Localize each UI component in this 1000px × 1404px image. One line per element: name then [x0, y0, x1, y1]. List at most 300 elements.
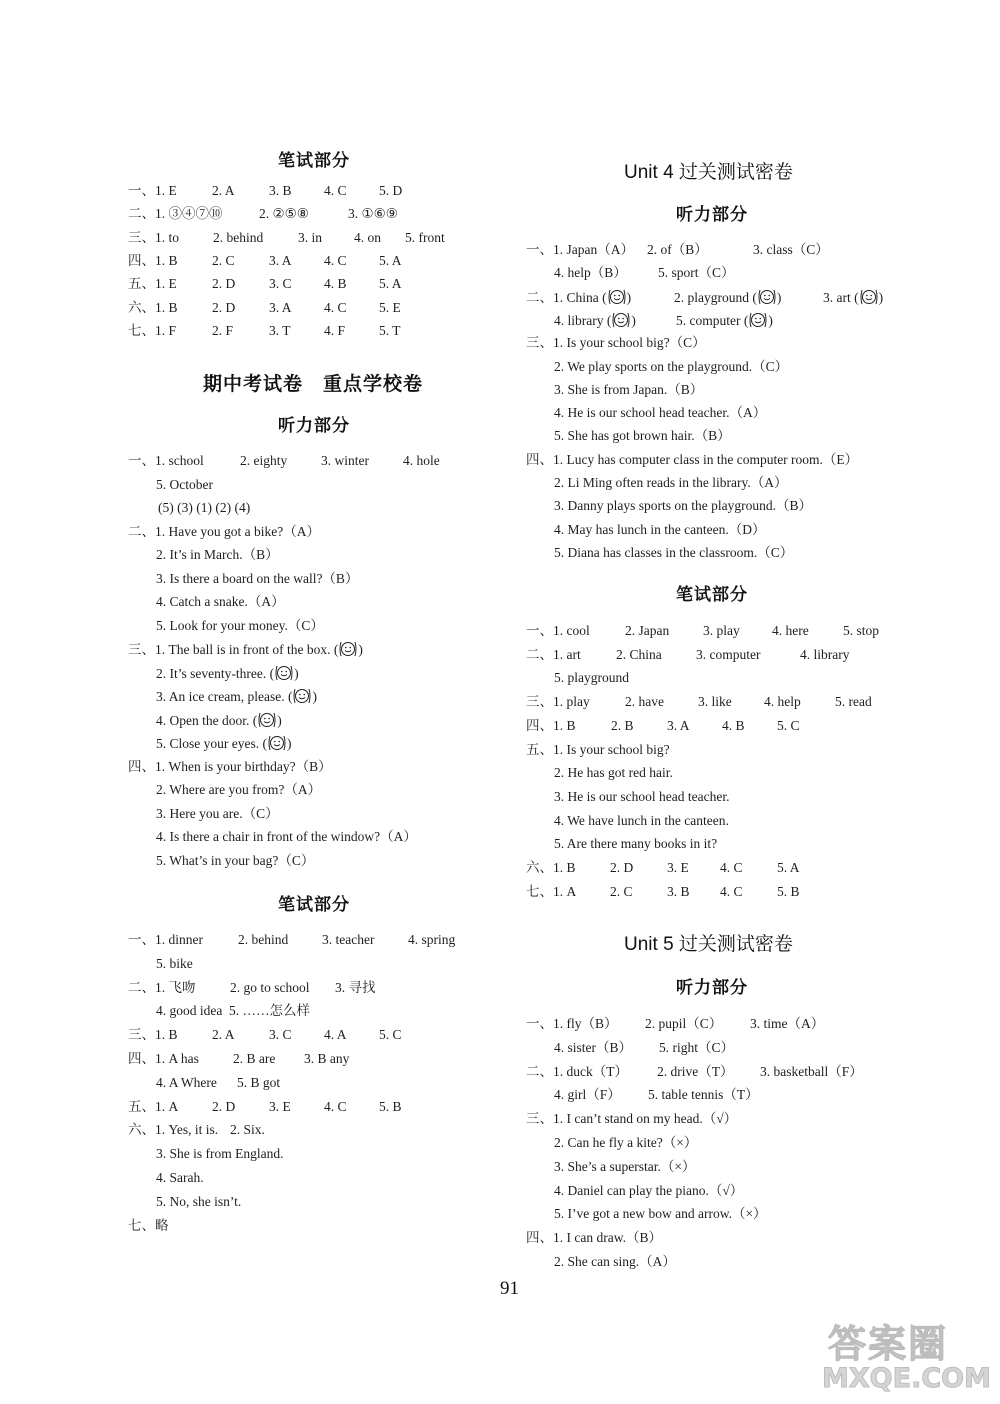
smiley-face-icon	[859, 288, 879, 306]
answer-item	[800, 646, 850, 664]
answer-text: 2. pupil（C）	[645, 1016, 723, 1031]
answer-item	[526, 859, 576, 877]
answer-item	[379, 1026, 402, 1044]
smiley-face-icon	[267, 734, 287, 752]
answer-text: 3. A	[269, 252, 292, 268]
answer-item	[657, 1063, 734, 1081]
answer-text: 3. class（C）	[753, 242, 829, 257]
answer-item	[823, 288, 883, 307]
answer-item	[156, 828, 417, 846]
answer-item	[128, 1050, 199, 1068]
answer-item	[128, 979, 196, 997]
answer-item	[554, 1182, 743, 1200]
smiley-choice: ( )	[850, 289, 884, 305]
answer-item	[526, 334, 706, 352]
answer-text: 5. right（C）	[659, 1039, 735, 1055]
answer-text: 3. play	[703, 623, 740, 638]
answer-item	[212, 182, 235, 200]
answer-text: 2. Six.	[230, 1122, 265, 1138]
answer-item	[212, 299, 235, 317]
answer-item	[229, 1002, 310, 1020]
answer-item	[526, 1229, 662, 1247]
answer-item	[616, 646, 662, 664]
answer-text: 3. 寻找	[335, 979, 376, 995]
answer-text: 2. It’s seventy-three.	[156, 665, 267, 681]
answer-text: 三、1. to	[128, 229, 180, 245]
smiley-face-icon	[757, 288, 777, 306]
answer-text: 六、1. Yes, it is.	[128, 1122, 219, 1138]
smiley-face-icon	[257, 711, 277, 729]
section-heading: 听力部分	[676, 978, 748, 998]
answer-text: 3. teacher	[322, 932, 375, 947]
answer-item	[760, 1063, 863, 1081]
answer-text: 4. hole	[403, 453, 440, 468]
answer-text: 七、略	[128, 1217, 169, 1233]
answer-item	[156, 1002, 222, 1020]
answer-text: 4. here	[772, 623, 809, 638]
answer-text: 二、1. China	[526, 289, 599, 305]
answer-text: 二、1. 飞吻	[128, 979, 196, 995]
answer-item	[128, 523, 320, 541]
smiley-face-icon	[338, 640, 358, 658]
answer-text: 2. eighty	[240, 453, 288, 468]
answer-item	[379, 252, 402, 270]
answer-text: 3. computer	[696, 646, 761, 662]
answer-item	[238, 931, 288, 949]
answer-item	[554, 812, 729, 830]
answer-item	[645, 1015, 722, 1033]
answer-item	[321, 452, 369, 470]
answer-item	[720, 859, 743, 877]
answer-item	[777, 717, 800, 735]
answer-item	[156, 852, 314, 870]
answer-text: 五、1. E	[128, 276, 177, 292]
smiley-choice: ( )	[284, 689, 317, 704]
answer-text: 5. Are there many books in it?	[554, 836, 718, 852]
answer-item	[128, 1026, 178, 1044]
answer-text: 4. Daniel can play the piano.（√）	[554, 1182, 744, 1198]
answer-item	[554, 788, 729, 806]
answer-text: 4. He is our school head teacher.（A）	[554, 405, 767, 421]
answer-item	[403, 452, 440, 470]
answer-item	[554, 1158, 695, 1176]
answer-item	[625, 622, 669, 640]
answer-item	[610, 859, 633, 877]
answer-text: 2. D	[212, 299, 236, 315]
answer-item	[259, 205, 309, 223]
answer-text: 四、1. Lucy has computer class in the computer room.（E）	[526, 451, 859, 467]
answer-item	[554, 1134, 697, 1152]
answer-text: 一、1. school	[128, 453, 204, 468]
answer-text: 2. A	[212, 1027, 235, 1043]
answer-text: 五、1. A	[128, 1098, 179, 1114]
answer-text: 2. go to school	[230, 979, 310, 995]
answer-text: 三、1. The ball is in front of the box.	[128, 642, 331, 657]
answer-item	[128, 1121, 218, 1139]
answer-item	[777, 883, 800, 901]
answer-item	[554, 544, 793, 562]
answer-item	[156, 476, 213, 494]
answer-item	[667, 717, 690, 735]
answer-item	[526, 1015, 618, 1033]
answer-text: 4. C	[324, 299, 347, 315]
answer-item	[212, 322, 233, 340]
answer-text: 5. sport（C）	[658, 265, 735, 281]
section-heading: 期中考试卷 重点学校卷	[203, 373, 424, 395]
section-heading: 笔试部分	[676, 585, 748, 605]
answer-text: 3. She is from England.	[156, 1146, 284, 1162]
answer-item	[750, 1015, 824, 1033]
answer-item	[156, 546, 279, 564]
answer-text: 4. girl（F）	[554, 1087, 621, 1103]
answer-item	[128, 931, 203, 949]
answer-item	[554, 1205, 767, 1223]
answer-text: 3. A	[667, 717, 690, 733]
answer-item	[659, 1039, 734, 1057]
answer-item	[648, 1086, 759, 1104]
watermark-logo	[822, 1313, 998, 1401]
answer-text: 三、1. play	[526, 694, 590, 710]
answer-text: 2. F	[212, 322, 234, 338]
watermark-top: 答案圈	[828, 1322, 949, 1366]
answer-text: 4. C	[324, 183, 347, 198]
answer-text: 2. We play sports on the playground.（C）	[554, 358, 789, 374]
answer-item	[230, 1121, 265, 1139]
answer-text: 三、1. B	[128, 1027, 178, 1043]
answer-text: 2. behind	[238, 932, 289, 947]
answer-item	[667, 859, 689, 877]
section-heading: 笔试部分	[278, 151, 350, 171]
answer-item	[647, 241, 708, 259]
answer-text: 5. read	[835, 694, 872, 710]
watermark-bottom: MXQE.COM	[822, 1363, 991, 1394]
answer-text: 四、1. When is your birthday?（B）	[128, 758, 332, 774]
answer-item	[379, 322, 401, 340]
answer-item	[128, 1098, 178, 1116]
answer-text: 2. behind	[213, 229, 264, 245]
answer-text: 4. C	[720, 860, 743, 875]
answer-text: 2. Li Ming often reads in the library.（A）	[554, 475, 788, 490]
smiley-choice: ( )	[749, 289, 782, 305]
answer-item	[156, 1193, 241, 1211]
answer-item	[156, 1145, 284, 1163]
answer-text: 3. B any	[304, 1051, 350, 1066]
section-heading: Unit 5 过关测试密卷	[624, 934, 793, 955]
answer-text: 一、1. dinner	[128, 932, 203, 947]
answer-text: 三、1. I can’t stand on my head.（√）	[526, 1111, 738, 1127]
answer-item	[156, 1169, 204, 1187]
answer-text: 2. D	[212, 1098, 236, 1114]
answer-text: 3. B	[667, 883, 690, 899]
answer-text: 3. T	[269, 322, 291, 338]
answer-text: 2. A	[212, 183, 235, 198]
answer-item	[156, 664, 299, 683]
answer-item	[128, 452, 204, 470]
answer-text: 2. of（B）	[647, 242, 708, 257]
answer-text: 七、1. A	[526, 883, 577, 899]
answer-text: 4. library	[800, 646, 850, 662]
answer-text: 5. Look for your money.（C）	[156, 617, 324, 633]
smiley-choice: ( )	[603, 312, 636, 328]
answer-item	[625, 693, 664, 711]
answer-item	[753, 241, 829, 259]
answer-item	[526, 1110, 737, 1128]
answer-text: 5. I’ve got a new bow and arrow.（×）	[554, 1206, 767, 1222]
answer-item	[269, 182, 292, 200]
smiley-choice: ( )	[266, 665, 299, 681]
answer-item	[237, 1074, 280, 1092]
answer-item	[212, 275, 235, 293]
section-heading: Unit 4 过关测试密卷	[624, 162, 793, 183]
answer-text: 2. B	[611, 717, 634, 733]
answer-item	[212, 1026, 235, 1044]
answer-text: 5. A	[379, 252, 402, 268]
answer-item	[526, 622, 590, 640]
answer-item	[658, 264, 735, 282]
smiley-face-icon	[748, 311, 768, 329]
answer-text: 4. B	[324, 276, 347, 292]
answer-text: 一、1. fly（B）	[526, 1016, 618, 1031]
answer-text: 2. It’s in March.（B）	[156, 547, 279, 562]
answer-item	[324, 252, 347, 270]
answer-item	[554, 1253, 676, 1271]
answer-text: 四、1. B	[526, 717, 576, 733]
answer-text: 2. She can sing.（A）	[554, 1254, 676, 1269]
answer-item	[324, 1026, 347, 1044]
answer-text: 2. ②⑤⑧	[259, 206, 309, 222]
smiley-choice: ( )	[330, 642, 363, 657]
smiley-choice: ( )	[259, 736, 292, 751]
answer-item	[405, 229, 445, 247]
answer-item	[156, 711, 282, 730]
answer-item	[156, 781, 321, 799]
answer-item	[322, 931, 374, 949]
answer-text: 4. C	[720, 883, 743, 899]
answer-item	[720, 883, 743, 901]
answer-item	[554, 1086, 621, 1104]
smiley-face-icon	[607, 288, 627, 306]
answer-text: 三、1. Is your school big?（C）	[526, 335, 706, 351]
answer-item	[156, 955, 193, 973]
answer-item	[408, 931, 455, 949]
answer-item	[212, 252, 235, 270]
answer-text: 2. C	[212, 252, 235, 268]
answer-text: 4. C	[324, 252, 347, 268]
answer-item	[324, 1098, 347, 1116]
smiley-choice: ( )	[740, 312, 773, 328]
answer-text: 七、1. F	[128, 322, 177, 338]
answer-text: 2. playground	[674, 289, 749, 305]
answer-item	[233, 1050, 275, 1068]
answer-item	[158, 499, 250, 517]
answer-text: 四、1. A has	[128, 1051, 199, 1066]
answer-item	[610, 883, 633, 901]
answer-text: 5. B	[777, 883, 800, 899]
answer-text: 4. spring	[408, 932, 456, 947]
answer-item	[554, 358, 788, 376]
answer-item	[703, 622, 740, 640]
answer-item	[526, 451, 858, 469]
answer-item	[128, 322, 176, 340]
answer-item	[526, 717, 576, 735]
answer-item	[379, 299, 401, 317]
answer-text: 3. C	[269, 1027, 292, 1043]
answer-item	[611, 717, 634, 735]
answer-text: 六、1. B	[526, 860, 576, 875]
answer-text: 5. B	[379, 1098, 402, 1114]
answer-item	[554, 474, 787, 492]
answer-text: 4. Is there a chair in front of the window?（A）	[156, 829, 417, 844]
answer-item	[526, 883, 576, 901]
answer-item	[348, 205, 398, 223]
answer-text: 3. A	[269, 299, 292, 315]
answer-item	[324, 182, 347, 200]
answer-item	[554, 264, 627, 282]
answer-item	[526, 1063, 628, 1081]
answer-item	[156, 617, 324, 635]
answer-text: 3. He is our school head teacher.	[554, 788, 730, 804]
answer-item	[269, 299, 292, 317]
smiley-face-icon	[611, 311, 631, 329]
answer-text: 5. A	[379, 276, 402, 292]
answer-item	[674, 288, 781, 307]
answer-text: 5. October	[156, 476, 213, 492]
answer-item	[772, 622, 809, 640]
answer-item	[128, 229, 179, 247]
answer-item	[128, 1217, 169, 1235]
answer-item	[764, 693, 801, 711]
answer-text: 2. Where are you from?（A）	[156, 782, 322, 797]
answer-item	[554, 835, 717, 853]
answer-text: 5. table tennis（T）	[648, 1087, 759, 1103]
answer-item	[128, 275, 177, 293]
answer-item	[324, 275, 347, 293]
answer-text: 4. sister（B）	[554, 1039, 633, 1055]
answer-text: 5. B got	[237, 1074, 281, 1090]
answer-item	[269, 252, 292, 270]
answer-text: 四、1. I can draw.（B）	[526, 1230, 662, 1246]
answer-item	[526, 693, 590, 711]
smiley-choice: ( )	[598, 289, 632, 305]
answer-text: 二、1. art	[526, 646, 581, 662]
section-heading: 听力部分	[278, 416, 350, 436]
answer-item	[667, 883, 690, 901]
answer-item	[554, 404, 766, 422]
answer-item	[696, 646, 760, 664]
answer-text: 3. She is from Japan.（B）	[554, 381, 704, 397]
answer-item	[379, 275, 402, 293]
answer-item	[156, 687, 317, 706]
answer-text: 3. E	[269, 1098, 291, 1114]
answer-text: 5. playground	[554, 670, 629, 686]
section-heading: 笔试部分	[278, 895, 350, 915]
answer-item	[269, 275, 292, 293]
answer-item	[554, 669, 629, 687]
answer-text: 2. have	[625, 694, 664, 710]
answer-text: 5. T	[379, 322, 401, 338]
answer-text: 二、1. Have you got a bike?（A）	[128, 523, 320, 539]
answer-text: 3. ①⑥⑨	[348, 206, 398, 222]
answer-text: 3. time（A）	[750, 1016, 825, 1031]
answer-text: 3. E	[667, 860, 689, 875]
answer-text: 4. We have lunch in the canteen.	[554, 812, 729, 828]
answer-text: 3. She’s a superstar.（×）	[554, 1158, 696, 1174]
answer-item	[128, 205, 223, 223]
answer-text: 二、1. ③④⑦⑩	[128, 206, 223, 222]
answer-item	[777, 859, 800, 877]
answer-text: 2. Japan	[625, 623, 670, 638]
answer-text: 4. good idea	[156, 1003, 223, 1019]
answer-text: 5. stop	[843, 623, 880, 638]
answer-text: 4. help	[764, 694, 801, 710]
answer-text: 4. F	[324, 322, 346, 338]
answer-text: 4. on	[354, 229, 381, 245]
answer-item	[269, 322, 291, 340]
answer-item	[843, 622, 879, 640]
answer-text: 4. A Where	[156, 1074, 217, 1090]
answer-item	[554, 427, 731, 445]
answer-text: 2. China	[616, 646, 662, 662]
answer-item	[304, 1050, 349, 1068]
answer-item	[676, 311, 773, 330]
answer-text: 一、1. E	[128, 183, 177, 198]
answer-text: 4. Catch a snake.（A）	[156, 594, 285, 609]
answer-item	[526, 288, 631, 307]
answer-text: 5. ……怎么样	[229, 1003, 310, 1019]
answer-item	[526, 241, 634, 259]
answer-item	[128, 640, 363, 659]
answer-item	[722, 717, 745, 735]
answer-item	[269, 1098, 291, 1116]
answer-item	[230, 979, 310, 997]
answer-item	[156, 1074, 217, 1092]
answer-text: 3. basketball（F）	[760, 1063, 863, 1079]
smiley-face-icon	[274, 664, 294, 682]
answer-text: 一、1. Japan（A）	[526, 242, 634, 257]
answer-text: 3. in	[298, 229, 323, 245]
answer-text: 5. What’s in your bag?（C）	[156, 852, 315, 868]
answer-text: 4. Sarah.	[156, 1170, 204, 1185]
answer-item	[698, 693, 732, 711]
answer-text: 3. C	[269, 276, 292, 292]
answer-item	[128, 758, 332, 776]
answer-item	[526, 741, 670, 759]
page-number: 91	[500, 1278, 519, 1299]
answer-item	[554, 381, 703, 399]
answer-text: 3. B	[269, 183, 292, 198]
answer-text: (5) (3) (1) (2) (4)	[158, 500, 251, 515]
answer-text: 5. No, she isn’t.	[156, 1193, 242, 1209]
smiley-face-icon	[292, 687, 312, 705]
answer-item	[526, 646, 581, 664]
answer-text: 5. D	[379, 183, 403, 198]
answer-item	[298, 229, 322, 247]
answer-item	[128, 299, 178, 317]
answer-text: 2. D	[212, 276, 236, 292]
section-heading: 听力部分	[676, 205, 748, 225]
answer-text: 4. library	[554, 312, 604, 328]
answer-item	[335, 979, 376, 997]
answer-item	[324, 322, 345, 340]
answer-text: 2. B are	[233, 1051, 276, 1066]
answer-item	[554, 521, 765, 539]
answer-item	[156, 805, 279, 823]
answer-item	[156, 593, 285, 611]
answer-item	[240, 452, 287, 470]
answer-text: 5. bike	[156, 955, 193, 971]
answer-item	[213, 229, 263, 247]
answer-text: 5. Diana has classes in the classroom.（C）	[554, 544, 794, 560]
